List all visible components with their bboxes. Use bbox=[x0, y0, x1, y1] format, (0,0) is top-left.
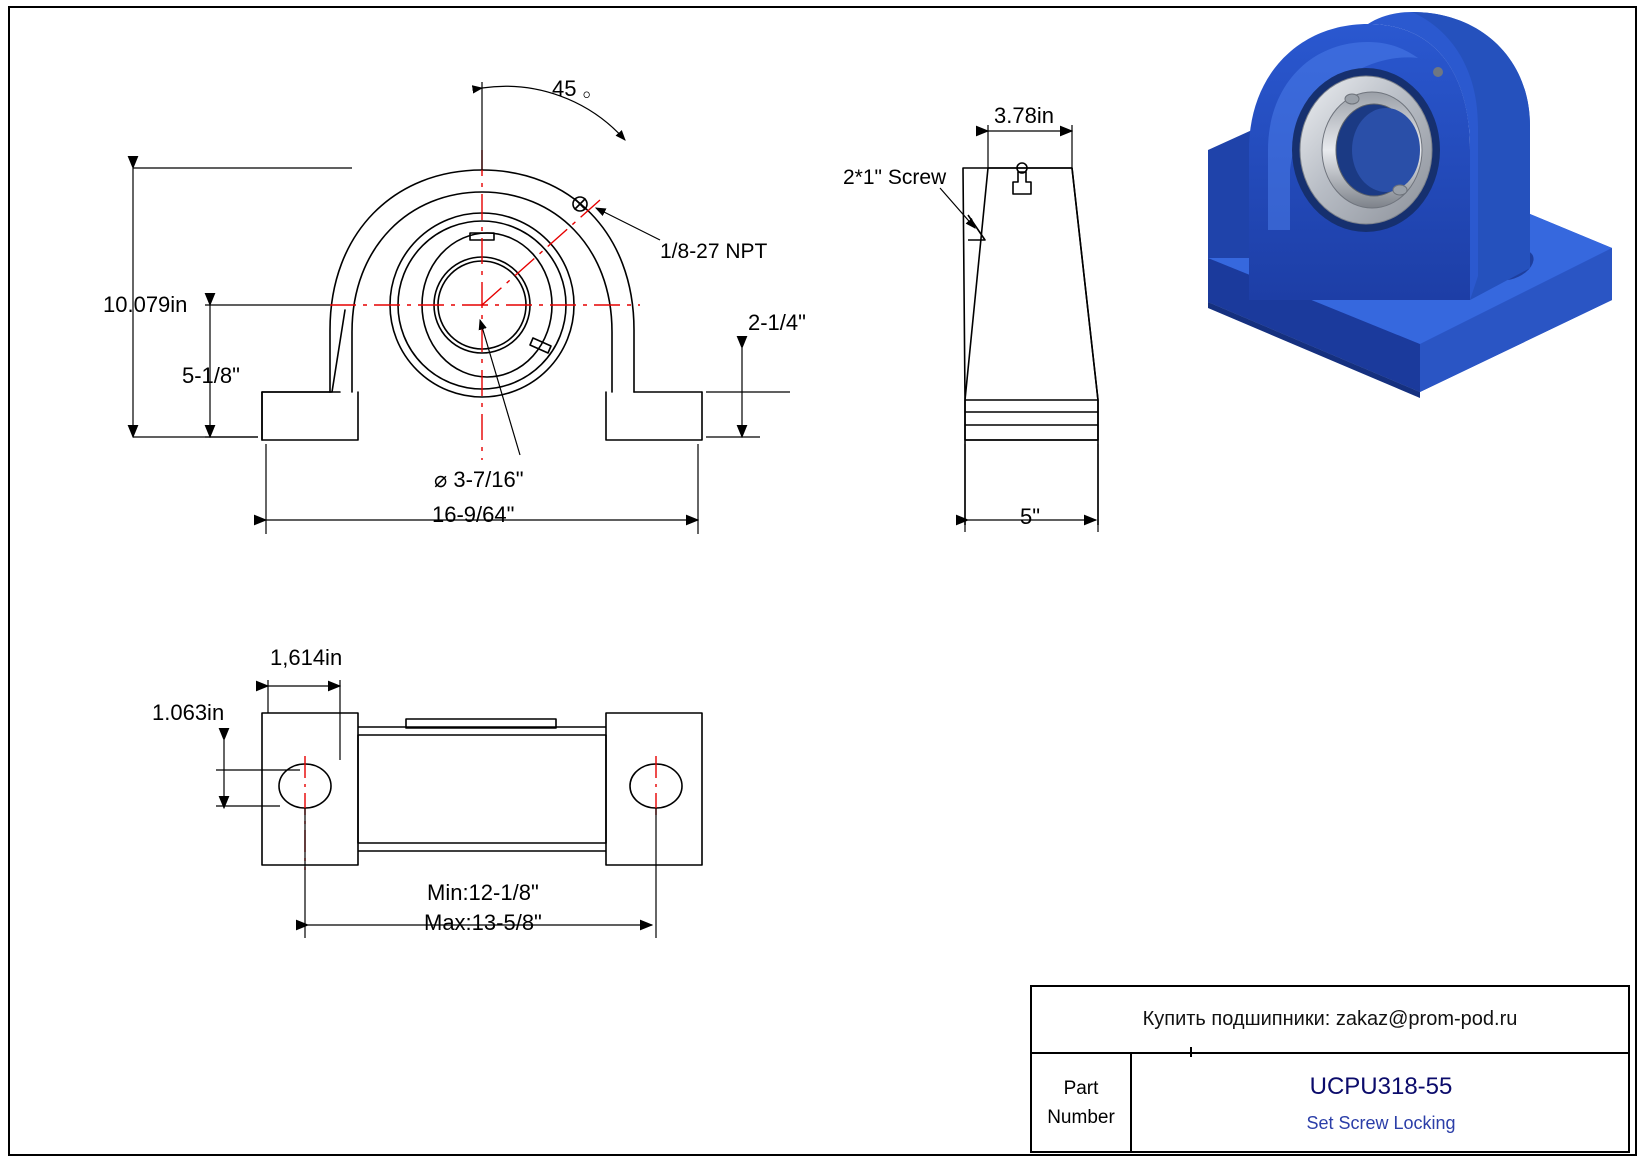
dim-overall-height: 10.079in bbox=[103, 292, 188, 317]
contact-email: Купить подшипники: zakaz@prom-pod.ru bbox=[1142, 1008, 1518, 1030]
dim-side-top-width: 3.78in bbox=[994, 103, 1054, 128]
part-subtitle: Set Screw Locking bbox=[1306, 1113, 1456, 1133]
note-npt-fitting: 1/8-27 NPT bbox=[660, 240, 768, 263]
dim-slot-width: 1,614in bbox=[270, 645, 343, 670]
title-block bbox=[1030, 985, 1630, 1153]
dim-base-to-center: 5-1/8" bbox=[182, 363, 240, 388]
note-set-screw: 2*1" Screw bbox=[843, 166, 947, 189]
dim-base-height: 2-1/4" bbox=[748, 310, 806, 335]
dim-bolt-max: Max:13-5/8" bbox=[424, 910, 542, 935]
dim-angle: 45 。 bbox=[552, 76, 605, 101]
dim-overall-width: 16-9/64" bbox=[432, 502, 515, 527]
part-label-line1: Part bbox=[1063, 1078, 1099, 1099]
part-number-value-block bbox=[1132, 1054, 1630, 1153]
part-number-value: UCPU318-55 bbox=[1309, 1073, 1453, 1100]
contact-row bbox=[1032, 987, 1628, 1054]
part-number-label bbox=[1032, 1054, 1132, 1153]
dim-side-base-width: 5" bbox=[1020, 504, 1041, 529]
iso-bearing bbox=[1208, 12, 1612, 398]
dim-bore-diameter: ⌀ 3-7/16" bbox=[434, 467, 524, 492]
dim-edge-offset: 1.063in bbox=[152, 700, 225, 725]
dim-bolt-min: Min:12-1/8" bbox=[427, 880, 539, 905]
part-label-line2: Number bbox=[1047, 1106, 1115, 1128]
